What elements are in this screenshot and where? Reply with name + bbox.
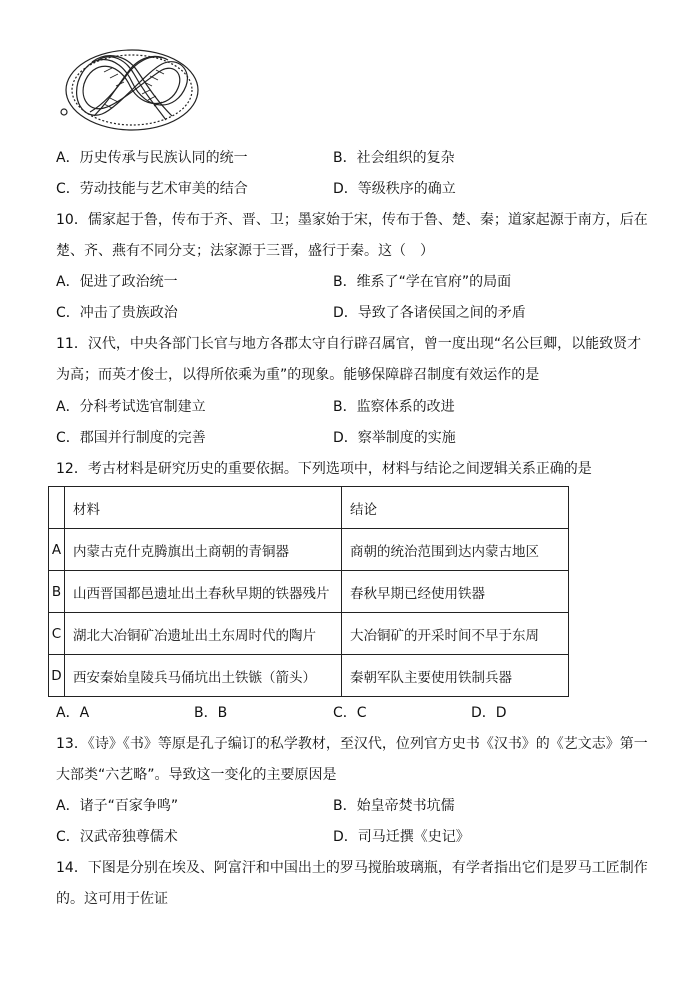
table-header-conclusion: 结论 — [342, 487, 569, 529]
table-cell-key: C — [49, 613, 65, 655]
table-cell-conclusion: 大冶铜矿的开采时间不早于东周 — [342, 613, 569, 655]
table-cell-material: 湖北大冶铜矿冶遗址出土东周时代的陶片 — [65, 613, 342, 655]
table-cell-conclusion: 秦朝军队主要使用铁制兵器 — [342, 655, 569, 697]
q13-option-c: C．汉武帝独尊儒术 — [56, 829, 178, 845]
table-cell-material: 西安秦始皇陵兵马俑坑出土铁镞（箭头） — [65, 655, 342, 697]
table-row — [49, 655, 569, 697]
evidence-table — [48, 486, 569, 697]
q11-option-b: B．监察体系的改进 — [333, 399, 455, 415]
q11-stem-line2: 为高；而英才俊士，以得所依乘为重”的现象。能够保障辟召制度有效运作的是 — [56, 367, 540, 383]
table-row — [49, 571, 569, 613]
q13-option-b: B．始皇帝焚书坑儒 — [333, 798, 455, 814]
q12-option-a: A．A — [56, 705, 90, 721]
q12-stem: 12．考古材料是研究历史的重要依据。下列选项中，材料与结论之间逻辑关系正确的是 — [56, 461, 592, 477]
q12-option-c: C．C — [333, 705, 367, 721]
q10-option-b: B．维系了“学在官府”的局面 — [333, 274, 512, 290]
q9-option-a: A．历史传承与民族认同的统一 — [56, 150, 248, 166]
q13-option-a: A．诸子“百家争鸣” — [56, 798, 179, 814]
q9-option-c: C．劳动技能与艺术审美的结合 — [56, 181, 248, 197]
q10-stem-line1: 10．儒家起于鲁，传布于齐、晋、卫；墨家始于宋，传布于鲁、楚、秦；道家起源于南方，后在 — [56, 212, 648, 228]
table-row — [49, 613, 569, 655]
table-cell-key: D — [49, 655, 65, 697]
q10-option-a: A．促进了政治统一 — [56, 274, 178, 290]
q9-option-d: D．等级秩序的确立 — [333, 181, 456, 197]
q11-option-a: A．分科考试选官制建立 — [56, 399, 206, 415]
table-header-material: 材料 — [65, 487, 342, 529]
q14-stem-line1: 14．下图是分别在埃及、阿富汗和中国出土的罗马搅胎玻璃瓶，有学者指出它们是罗马工匠制作 — [56, 860, 648, 876]
table-header-row — [49, 487, 569, 529]
q12-option-d: D．D — [471, 705, 507, 721]
q10-option-c: C．冲击了贵族政治 — [56, 305, 178, 321]
table-row — [49, 529, 569, 571]
q14-stem-line2: 的。这可用于佐证 — [56, 891, 168, 907]
q13-stem-line1: 13．《诗》《书》等原是孔子编订的私学教材，至汉代，位列官方史书《汉书》的《艺文志》第一 — [56, 736, 648, 752]
q9-option-b: B．社会组织的复杂 — [333, 150, 455, 166]
q13-option-d: D．司马迁撰《史记》 — [333, 829, 470, 845]
table-cell-material: 山西晋国都邑遗址出土春秋早期的铁器残片 — [65, 571, 342, 613]
q12-option-b: B．B — [194, 705, 228, 721]
table-cell-conclusion: 春秋早期已经使用铁器 — [342, 571, 569, 613]
q11-option-d: D．察举制度的实施 — [333, 430, 456, 446]
table-cell-material: 内蒙古克什克腾旗出土商朝的青铜器 — [65, 529, 342, 571]
table-cell-conclusion: 商朝的统治范围到达内蒙古地区 — [342, 529, 569, 571]
q10-option-d: D．导致了各诸侯国之间的矛盾 — [333, 305, 526, 321]
knot-pattern-icon — [58, 42, 204, 138]
q13-stem-line2: 大部类“六艺略”。导致这一变化的主要原因是 — [56, 767, 337, 783]
table-header-key — [49, 487, 65, 529]
q10-stem-line2: 楚、齐、燕有不同分支；法家源于三晋，盛行于秦。这（ ） — [56, 243, 434, 259]
table-cell-key: A — [49, 529, 65, 571]
q11-stem-line1: 11．汉代，中央各部门长官与地方各郡太守自行辟召属官，曾一度出现“名公巨卿，以能致贤才 — [56, 336, 642, 352]
table-cell-key: B — [49, 571, 65, 613]
q11-option-c: C．郡国并行制度的完善 — [56, 430, 206, 446]
